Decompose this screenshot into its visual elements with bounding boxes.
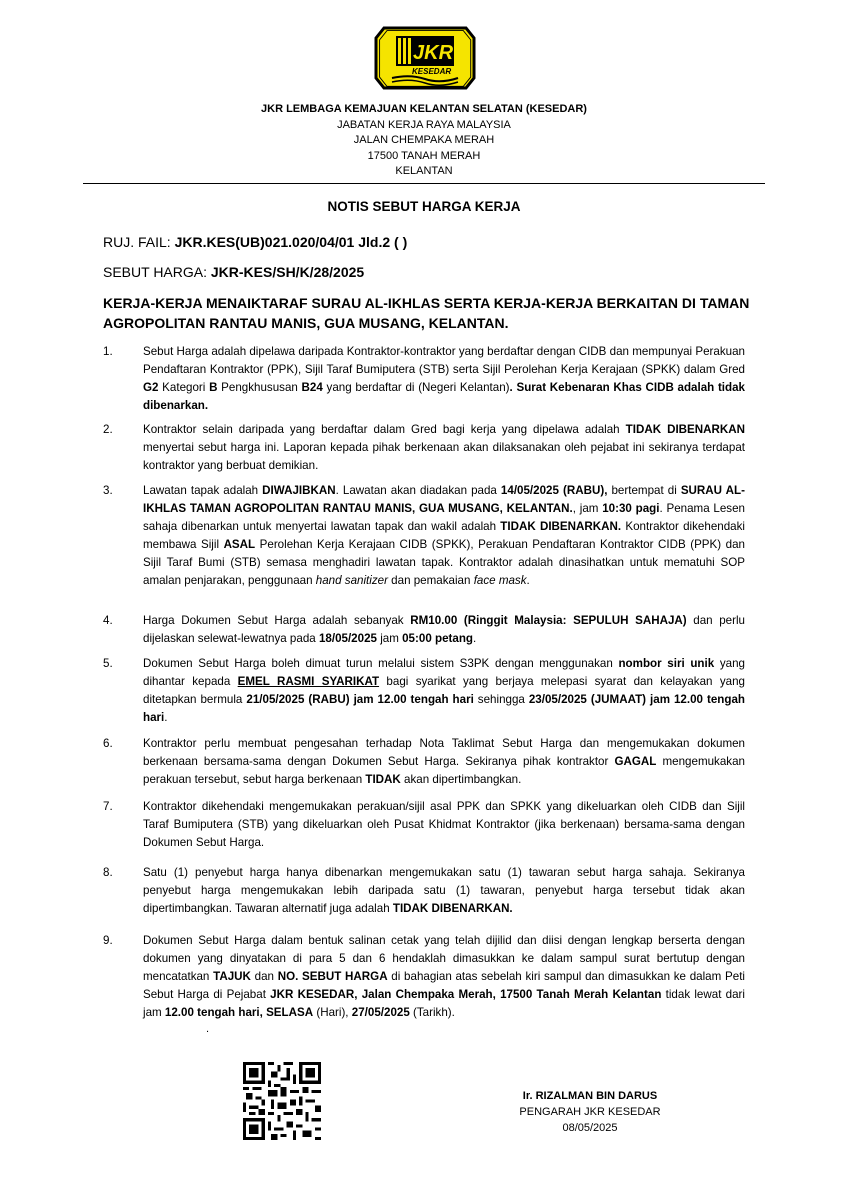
header-divider: [83, 183, 765, 184]
clause-number: 1.: [103, 345, 113, 358]
quotation-reference: [103, 264, 364, 280]
clause-3: [103, 482, 745, 590]
clause-text: Kontraktor dikehendaki mengemukakan perakuan/sijil asal PPK dan SPKK yang dikeluarkan oleh CIDB dan Sijil Taraf Bumiputera (STB) yang dikeluarkan oleh Pusat Khidmat Kontraktor (jika berkenaan) bersama-sama dengan Dokumen Sebut Harga.: [143, 800, 745, 849]
header-postcode: 17500 TANAH MERAH: [367, 149, 481, 162]
qr-code: [243, 1062, 321, 1140]
clause-text: Kontraktor selain daripada yang berdaftar dalam Gred bagi kerja yang dipelawa adalah TIDAK DIBENARKAN menyertai sebut harga ini. Laporan kepada pihak berkenaan akan dilaksanakan oleh pejabat ini sekiranya terdapat kontraktor yang berbuat demikian.: [143, 423, 746, 472]
file-reference: [103, 234, 407, 250]
clause-4: [103, 612, 745, 648]
clause-text: Kontraktor perlu membuat pengesahan terhadap Nota Taklimat Sebut Harga dan mengemukakan dokumen berkenaan bersama-sama dengan Dokumen Sebut Harga. Sekiranya pihak kontraktor GAGAL mengemukakan perakuan tersebut, sebut harga berkenaan TIDAK akan dipertimbangkan.: [143, 737, 745, 786]
clause-text: Dokumen Sebut Harga dalam bentuk salinan cetak yang telah dijilid dan diisi dengan lengkap berserta dengan dokumen yang dinyatakan di para 5 dan 6 hendaklah dimasukkan ke dalam sampul surat bertutup dengan mencatatkan TAJUK dan NO. SEBUT HARGA di bahagian atas sebelah kiri sampul dan dimasukkan ke dalam Peti Sebut Harga di Pejabat JKR KESEDAR, Jalan Chempaka Merah, 17500 Tanah Merah Kelantan tidak lewat dari jam 12.00 tengah hari, SELASA (Hari), 27/05/2025 (Tarikh).: [143, 934, 745, 1019]
signature-date: 08/05/2025: [562, 1122, 618, 1134]
header-state: KELANTAN: [395, 165, 453, 177]
project-title: KERJA-KERJA MENAIKTARAF SURAU AL-IKHLAS SERTA KERJA-KERJA BERKAITAN DI TAMAN AGROPOLITAN RANTAU MANIS, GUA MUSANG, KELANTAN.: [103, 295, 750, 331]
jkr-kesedar-logo: [370, 22, 480, 94]
quotation-reference-label: SEBUT HARGA:: [103, 264, 211, 280]
signatory-name: Ir. RIZALMAN BIN DARUS: [522, 1090, 658, 1102]
clause-7: [103, 798, 745, 852]
clause-5: [103, 655, 745, 727]
clause-9: [103, 932, 745, 1022]
signature-block: [490, 1088, 690, 1136]
clause-number: 3.: [103, 484, 113, 497]
file-reference-value: JKR.KES(UB)021.020/04/01 Jld.2 ( ): [174, 234, 408, 250]
header-street: JALAN CHEMPAKA MERAH: [353, 134, 495, 146]
clause-number: 8.: [103, 866, 113, 879]
file-reference-label: RUJ. FAIL:: [103, 234, 175, 250]
clause-text: Sebut Harga adalah dipelawa daripada Kontraktor-kontraktor yang berdaftar dengan CIDB dan mempunyai Perakuan Pendaftaran Kontraktor (PPK), Sijil Taraf Bumiputera (STB) serta Sijil Perolehan Kerja Kerajaan (SPKK) dalam Gred G2 Kategori B Pengkhususan B24 yang berdaftar di (Negeri Kelantan). Surat Kebenaran Khas CIDB adalah tidak dibenarkan.: [143, 345, 745, 412]
logo-jkr-text: JKR: [413, 42, 454, 64]
notice-title: NOTIS SEBUT HARGA KERJA: [327, 199, 521, 214]
clause-text: Harga Dokumen Sebut Harga adalah sebanyak RM10.00 (Ringgit Malaysia: SEPULUH SAHAJA) dan perlu dijelaskan selewat-lewatnya pada 18/05/2025 jam 05:00 petang.: [143, 614, 745, 645]
clause-text: Dokumen Sebut Harga boleh dimuat turun melalui sistem S3PK dengan menggunakan nombor siri unik yang dihantar kepada EMEL RASMI SYARIKAT bagi syarikat yang berjaya melepasi syarat dan kelayakan yang ditetapkan bermula 21/05/2025 (RABU) jam 12.00 tengah hari sehingga 23/05/2025 (JUMAAT) jam 12.00 tengah hari.: [143, 657, 745, 724]
header-org: JKR LEMBAGA KEMAJUAN KELANTAN SELATAN (KESEDAR): [261, 103, 587, 115]
quotation-reference-value: JKR-KES/SH/K/28/2025: [210, 264, 365, 280]
clause-text: Lawatan tapak adalah DIWAJIBKAN. Lawatan akan diadakan pada 14/05/2025 (RABU), bertempat di SURAU AL-IKHLAS TAMAN AGROPOLITAN RANTAU MANIS, GUA MUSANG, KELANTAN., jam 10:30 pagi. Penama Lesen sahaja dibenarkan untuk menyertai lawatan tapak dan wakil adalah TIDAK DIBENARKAN. Kontraktor dikehendaki membawa Sijil ASAL Perolehan Kerja Kerajaan CIDB (SPKK), Perakuan Pendaftaran Kontraktor CIDB (PPK) dan Sijil Taraf Bumi (STB) semasa menghadiri lawatan tapak. Kontraktor adalah dinasihatkan untuk mematuhi SOP amalan penjarakan, penggunaan hand sanitizer dan pemakaian face mask.: [143, 484, 745, 587]
letterhead: [0, 102, 848, 180]
logo-kesedar-text: KESEDAR: [412, 67, 452, 76]
clause-2: [103, 421, 745, 475]
clause-number: 7.: [103, 800, 113, 813]
clause-number: 4.: [103, 614, 113, 627]
clause-number: 5.: [103, 657, 113, 670]
clause-text: Satu (1) penyebut harga hanya dibenarkan mengemukakan satu (1) tawaran sebut harga sahaja. Sekiranya penyebut harga mengemukakan lebih daripada satu (1) tawaran, penyebut harga tersebut tidak akan dipertimbangkan. Tawaran alternatif juga adalah TIDAK DIBENARKAN.: [143, 866, 745, 915]
stray-mark: .: [206, 1023, 210, 1035]
header-dept: JABATAN KERJA RAYA MALAYSIA: [337, 118, 511, 131]
clause-8: [103, 864, 745, 918]
clause-6: [103, 735, 745, 789]
clause-number: 6.: [103, 737, 113, 750]
clause-number: 9.: [103, 934, 113, 947]
signatory-position: PENGARAH JKR KESEDAR: [519, 1106, 661, 1118]
clause-1: [103, 343, 745, 415]
clause-number: 2.: [103, 423, 113, 436]
